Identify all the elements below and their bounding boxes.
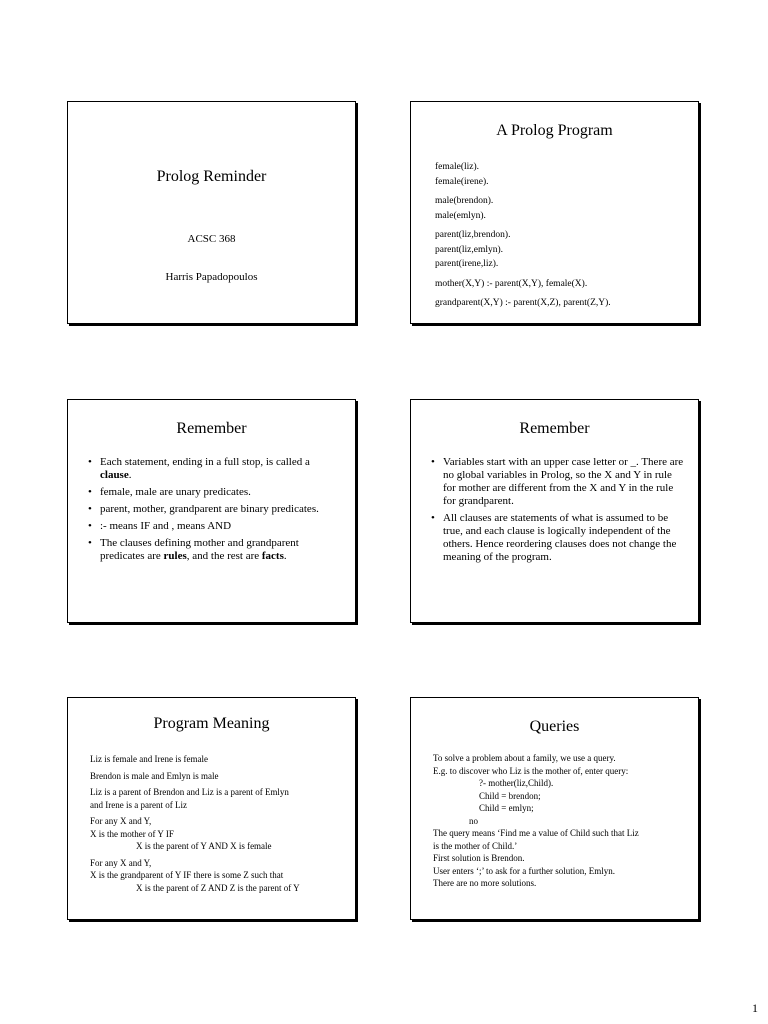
bullet-item: • Variables start with an upper case letter or _. There are no global variables in Prolog, so the X and Y in rule for mother are different from the X and Y in the rule for grandparent. — [431, 456, 684, 507]
text-line: For any X and Y, — [90, 857, 152, 868]
slide-program-meaning — [67, 697, 356, 920]
text-line: X is the parent of Y AND X is female — [136, 841, 272, 851]
text-line: First solution is Brendon. — [433, 853, 525, 863]
query-line: no — [469, 815, 478, 826]
emphasis: rules — [163, 550, 187, 562]
bullet-icon: • — [88, 456, 92, 468]
code-line: parent(irene,liz). — [435, 259, 499, 269]
bullet-item: • All clauses are statements of what is assumed to be true, and each clause is logically independent of the others. Hence reordering clauses does not change the meaning of the program. — [431, 512, 677, 563]
slide-heading: Queries — [529, 718, 580, 735]
bullet-item: • female, male are unary predicates. — [88, 486, 251, 498]
code-block — [435, 160, 688, 311]
text-line: User enters ‘;’ to ask for a further solution, Emlyn. — [433, 865, 616, 876]
query-line: Child = brendon; — [479, 790, 541, 801]
text-line: and Irene is a parent of Liz — [90, 799, 187, 810]
slide-heading: A Prolog Program — [496, 122, 613, 139]
slide-prolog-program — [410, 101, 699, 324]
emphasis: facts — [261, 550, 284, 562]
text-line: The query means ‘Find me a value of Child such that Liz — [433, 828, 639, 838]
slide-title — [67, 101, 356, 324]
code-line: male(emlyn). — [435, 210, 486, 221]
slide-remember-2 — [410, 399, 699, 623]
text-line: For any X and Y, — [90, 816, 152, 826]
code-line: parent(liz,emlyn). — [435, 244, 504, 255]
text-line: Liz is female and Irene is female — [90, 754, 208, 764]
emphasis: clause — [100, 469, 129, 481]
bullet-icon: • — [88, 486, 92, 498]
author-name: Harris Papadopoulos — [165, 271, 258, 283]
code-line: mother(X,Y) :- parent(X,Y), female(X). — [435, 278, 588, 289]
code-line: female(irene). — [435, 176, 489, 187]
text-line: Brendon is male and Emlyn is male — [90, 770, 219, 781]
slide-heading: Program Meaning — [153, 715, 270, 732]
bullet-icon: • — [431, 456, 435, 468]
code-line: grandparent(X,Y) :- parent(X,Z), parent(Z,Y). — [435, 298, 611, 308]
bullet-item: • Each statement, ending in a full stop, is called a clause. — [88, 456, 310, 481]
text-line: X is the mother of Y IF — [90, 828, 174, 839]
text-line: There are no more solutions. — [433, 878, 537, 888]
bullet-icon: • — [88, 503, 92, 515]
query-line: ?- mother(liz,Child). — [479, 778, 554, 788]
bullet-icon: • — [431, 512, 435, 524]
bullet-list — [431, 456, 684, 568]
page-number: 1 — [752, 1001, 758, 1015]
course-code: ACSC 368 — [187, 233, 236, 245]
text-line: X is the parent of Z AND Z is the parent of Y — [136, 882, 300, 893]
meaning-text — [90, 753, 347, 894]
query-line: Child = emlyn; — [479, 803, 534, 813]
queries-text — [433, 752, 690, 890]
bullet-item: • parent, mother, grandparent are binary predicates. — [88, 503, 319, 515]
slide-remember-1 — [67, 399, 356, 623]
text-line: X is the grandparent of Y IF there is some Z such that — [90, 870, 284, 880]
slide-queries — [410, 697, 699, 920]
slide-heading: Remember — [176, 420, 247, 437]
bullet-item: • The clauses defining mother and grandparent predicates are rules, and the rest are facts. — [88, 537, 299, 562]
bullet-list — [88, 456, 341, 567]
text-line: E.g. to discover who Liz is the mother of, enter query: — [433, 765, 629, 776]
bullet-item: • :- means IF and , means AND — [88, 520, 232, 532]
code-line: female(liz). — [435, 162, 480, 172]
slide-title-heading: Prolog Reminder — [156, 168, 267, 185]
code-line: male(brendon). — [435, 196, 494, 206]
bullet-icon: • — [88, 537, 92, 549]
code-line: parent(liz,brendon). — [435, 230, 511, 240]
text-line: To solve a problem about a family, we use a query. — [433, 753, 616, 763]
text-line: Liz is a parent of Brendon and Liz is a parent of Emlyn — [90, 787, 289, 797]
slide-heading: Remember — [519, 420, 590, 437]
bullet-icon: • — [88, 520, 92, 532]
text-line: is the mother of Child.’ — [433, 840, 518, 851]
